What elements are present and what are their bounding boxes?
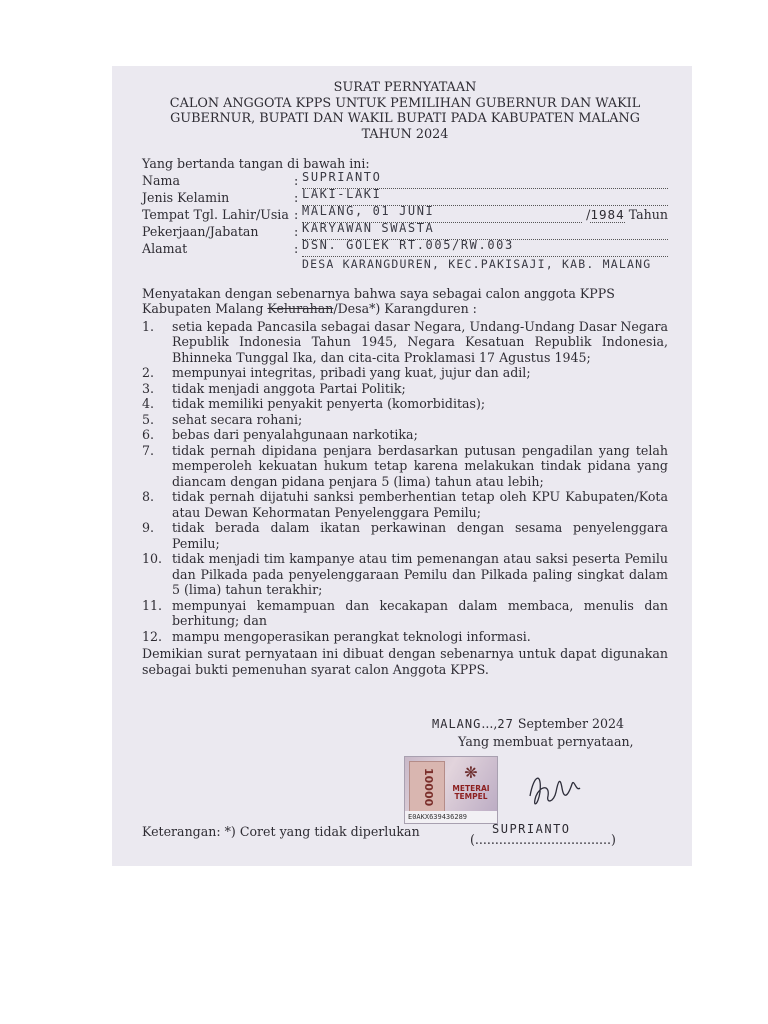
closing-paragraph: Demikian surat pernyataan ini dibuat dengan sebenarnya untuk dapat digunakan sebagai bukti pemenuhan syarat calon Anggota KPPS. bbox=[142, 646, 668, 677]
list-item: 6. bebas dari penyalahgunaan narkotika; bbox=[142, 427, 418, 442]
stamp-serial: E0AKX639436289 bbox=[405, 811, 498, 823]
field-value-ttl: MALANG, 01 JUNI bbox=[302, 208, 582, 223]
list-item: 1. setia kepada Pancasila sebagai dasar Negara, Undang-Undang Dasar Negara Republik Indonesia Tahun 1945, Negara Kesatuan Republik Indonesia, Bhinneka Tunggal Ika, dan cita-cita Proklamasi 17 Agustus 1945; bbox=[142, 318, 668, 365]
field-value-alamat-line-2: DESA KARANGDUREN, KEC.PAKISAJI, KAB. MALANG bbox=[302, 256, 652, 271]
signing-role: Yang membuat pernyataan, bbox=[458, 734, 634, 749]
struck-word: Kelurahan bbox=[267, 301, 334, 316]
garuda-emblem-icon: ❋ bbox=[464, 763, 478, 782]
field-jenis-kelamin: Jenis Kelamin : LAKI-LAKI bbox=[142, 189, 668, 206]
meterai-stamp bbox=[404, 756, 498, 824]
title-line-4: TAHUN 2024 bbox=[361, 126, 449, 142]
field-label: Jenis Kelamin bbox=[142, 190, 230, 205]
title-line-1: SURAT PERNYATAAN bbox=[333, 80, 477, 95]
field-pekerjaan: Pekerjaan/Jabatan : KARYAWAN SWASTA bbox=[142, 223, 668, 240]
list-item: 12. mampu mengoperasikan perangkat teknologi informasi. bbox=[142, 628, 531, 644]
list-item: 7. tidak pernah dipidana penjara berdasarkan putusan pengadilan yang telah memperoleh kekuatan hukum tetap karena melakukan tindak pidana yang diancam dengan pidana penjara 5 (lima) tahun atau lebih; bbox=[142, 442, 668, 489]
field-label: Pekerjaan/Jabatan bbox=[142, 224, 259, 239]
field-ttl-year: /1984 Tahun bbox=[586, 207, 668, 222]
list-item: 2. mempunyai integritas, pribadi yang kuat, jujur dan adil; bbox=[142, 365, 531, 380]
field-alamat: Alamat : DSN. GOLEK RT.005/RW.003 bbox=[142, 240, 668, 257]
field-nama: Nama : SUPRIANTO bbox=[142, 172, 668, 189]
list-item: 5. sehat secara rohani; bbox=[142, 411, 303, 427]
stamp-value: 10000 bbox=[409, 761, 445, 813]
title-line-3: GUBERNUR, BUPATI DAN WAKIL BUPATI PADA KABUPATEN MALANG bbox=[170, 111, 640, 126]
requirements-list bbox=[142, 319, 668, 645]
footnote: Keterangan: *) Coret yang tidak diperlukan bbox=[142, 824, 420, 839]
field-label: Alamat bbox=[142, 241, 188, 256]
statement-paragraph: Menyatakan dengan sebenarnya bahwa saya sebagai calon anggota KPPS Kabupaten Malang Kelurahan/Desa*) Karangduren : bbox=[142, 285, 615, 316]
signing-date: MALANG...,27 September 2024 bbox=[432, 716, 625, 731]
signer-name: SUPRIANTO bbox=[492, 822, 571, 836]
field-value-alamat: DSN. GOLEK RT.005/RW.003 bbox=[302, 242, 668, 257]
signer-name-line: (..................................) bbox=[470, 832, 616, 847]
list-item: 9. tidak berada dalam ikatan perkawinan dengan sesama penyelenggara Pemilu; bbox=[142, 520, 668, 551]
handwritten-signature bbox=[524, 766, 584, 816]
document-page bbox=[112, 66, 692, 866]
document-title bbox=[142, 80, 668, 142]
intro-text: Yang bertanda tangan di bawah ini: bbox=[142, 156, 370, 171]
field-value-pekerjaan: KARYAWAN SWASTA bbox=[302, 225, 668, 240]
field-value-jenis-kelamin: LAKI-LAKI bbox=[302, 191, 668, 206]
field-label: Tempat Tgl. Lahir/Usia bbox=[142, 207, 289, 222]
list-item: 4. tidak memiliki penyakit penyerta (komorbiditas); bbox=[142, 396, 486, 411]
title-line-2: CALON ANGGOTA KPPS UNTUK PEMILIHAN GUBERNUR DAN WAKIL bbox=[169, 95, 641, 111]
stamp-brand: METERAI TEMPEL bbox=[452, 784, 490, 801]
identity-fields bbox=[142, 169, 668, 274]
list-item: 11. mempunyai kemampuan dan kecakapan dalam membaca, menulis dan berhitung; dan bbox=[142, 597, 668, 628]
field-value-nama: SUPRIANTO bbox=[302, 174, 668, 189]
field-ttl: Tempat Tgl. Lahir/Usia : MALANG, 01 JUNI /1984 Tahun bbox=[142, 203, 668, 222]
list-item: 10. tidak menjadi tim kampanye atau tim pemenangan atau saksi peserta Pemilu dan Pilkada pada penyelenggaraan Pemilu dan Pilkada paling singkat dalam 5 (lima) tahun terakhir; bbox=[142, 551, 668, 597]
list-item: 8. tidak pernah dijatuhi sanksi pemberhentian tetap oleh KPU Kabupaten/Kota atau Dewan Kehormatan Penyelenggara Pemilu; bbox=[142, 489, 668, 520]
list-item: 3. tidak menjadi anggota Partai Politik; bbox=[142, 380, 406, 396]
field-label: Nama bbox=[142, 173, 180, 188]
